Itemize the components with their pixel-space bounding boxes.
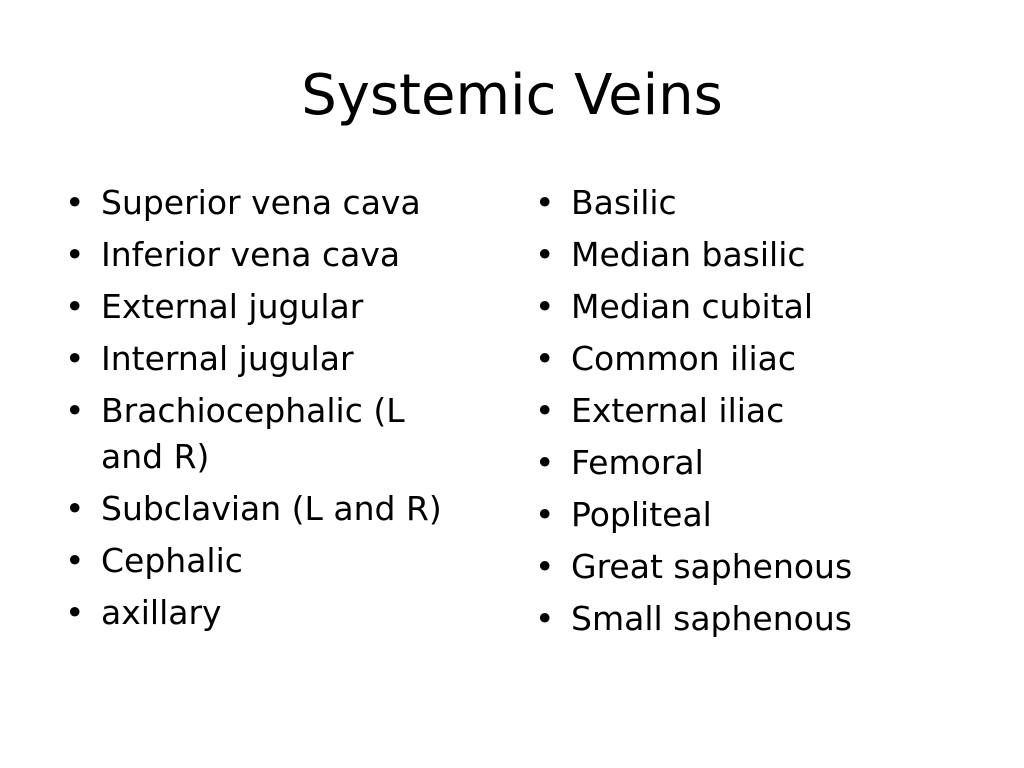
slide-title: Systemic Veins [301,63,723,128]
list-item: • Popliteal [530,492,970,538]
list-item: • Basilic [530,180,970,226]
list-item: • Cephalic [60,538,480,584]
list-item: • Median cubital [530,284,970,330]
list-item: • Inferior vena cava [60,232,480,278]
list-item: • Brachiocephalic (L and R) [60,388,461,480]
right-vein-list [530,180,970,648]
list-item: • Internal jugular [60,336,480,382]
list-item: • Small saphenous [530,596,970,642]
list-item: • Median basilic [530,232,970,278]
list-item: • Great saphenous [530,544,970,590]
list-item: • External jugular [60,284,480,330]
list-item: • External iliac [530,388,970,434]
left-vein-list [60,180,480,642]
list-item: • Common iliac [530,336,970,382]
list-item: • Superior vena cava [60,180,480,226]
list-item: • Subclavian (L and R) [60,486,480,532]
list-item: • Femoral [530,440,970,486]
list-item: • axillary [60,590,480,636]
